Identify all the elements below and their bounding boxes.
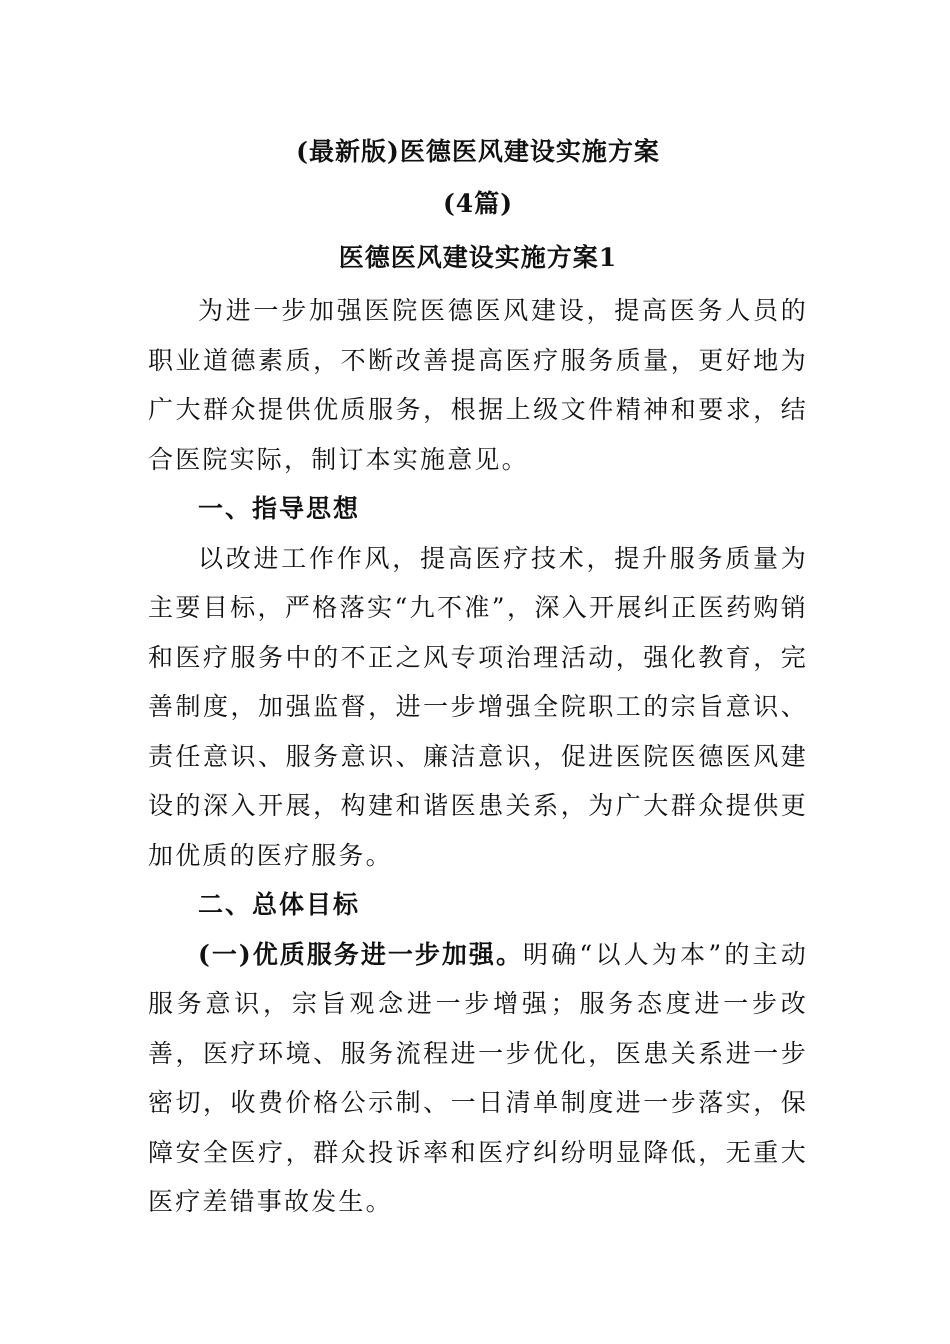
heading-overall-goals: 二、总体目标	[198, 890, 361, 919]
paragraph-lead-phrase: (一)优质服务进一步加强。	[198, 939, 523, 969]
paragraph-overall-goals	[148, 930, 808, 1227]
document-title: (最新版)医德医风建设实施方案	[296, 137, 660, 166]
document-subtitle: (4篇)	[442, 189, 514, 218]
section-title: 医德医风建设实施方案1	[338, 243, 618, 272]
heading-guiding-ideology: 一、指导思想	[198, 494, 361, 523]
paragraph-guiding-ideology: 以改进工作作风，提高医疗技术，提升服务质量为主要目标，严格落实“九不准”，深入开展纠正医药购销和医疗服务中的不正之风专项治理活动，强化教育，完善制度，加强监督，进一步增强全院职工的宗旨意识、责任意识、服务意识、廉洁意识，促进医院医德医风建设的深入开展，构建和谐医患关系，为广大群众提供更加优质的医疗服务。	[148, 543, 808, 870]
paragraph-body-text: 明确“以人为本”的主动服务意识，宗旨观念进一步增强；服务态度进一步改善，医疗环境、服务流程进一步优化，医患关系进一步密切，收费价格公示制、一日清单制度进一步落实，保障安全医疗，群众投诉率和医疗纠纷明显降低，无重大医疗差错事故发生。	[148, 939, 808, 1216]
intro-paragraph: 为进一步加强医院医德医风建设，提高医务人员的职业道德素质，不断改善提高医疗服务质量，更好地为广大群众提供优质服务，根据上级文件精神和要求，结合医院实际，制订本实施意见。	[148, 296, 808, 474]
document-body	[148, 132, 808, 1227]
